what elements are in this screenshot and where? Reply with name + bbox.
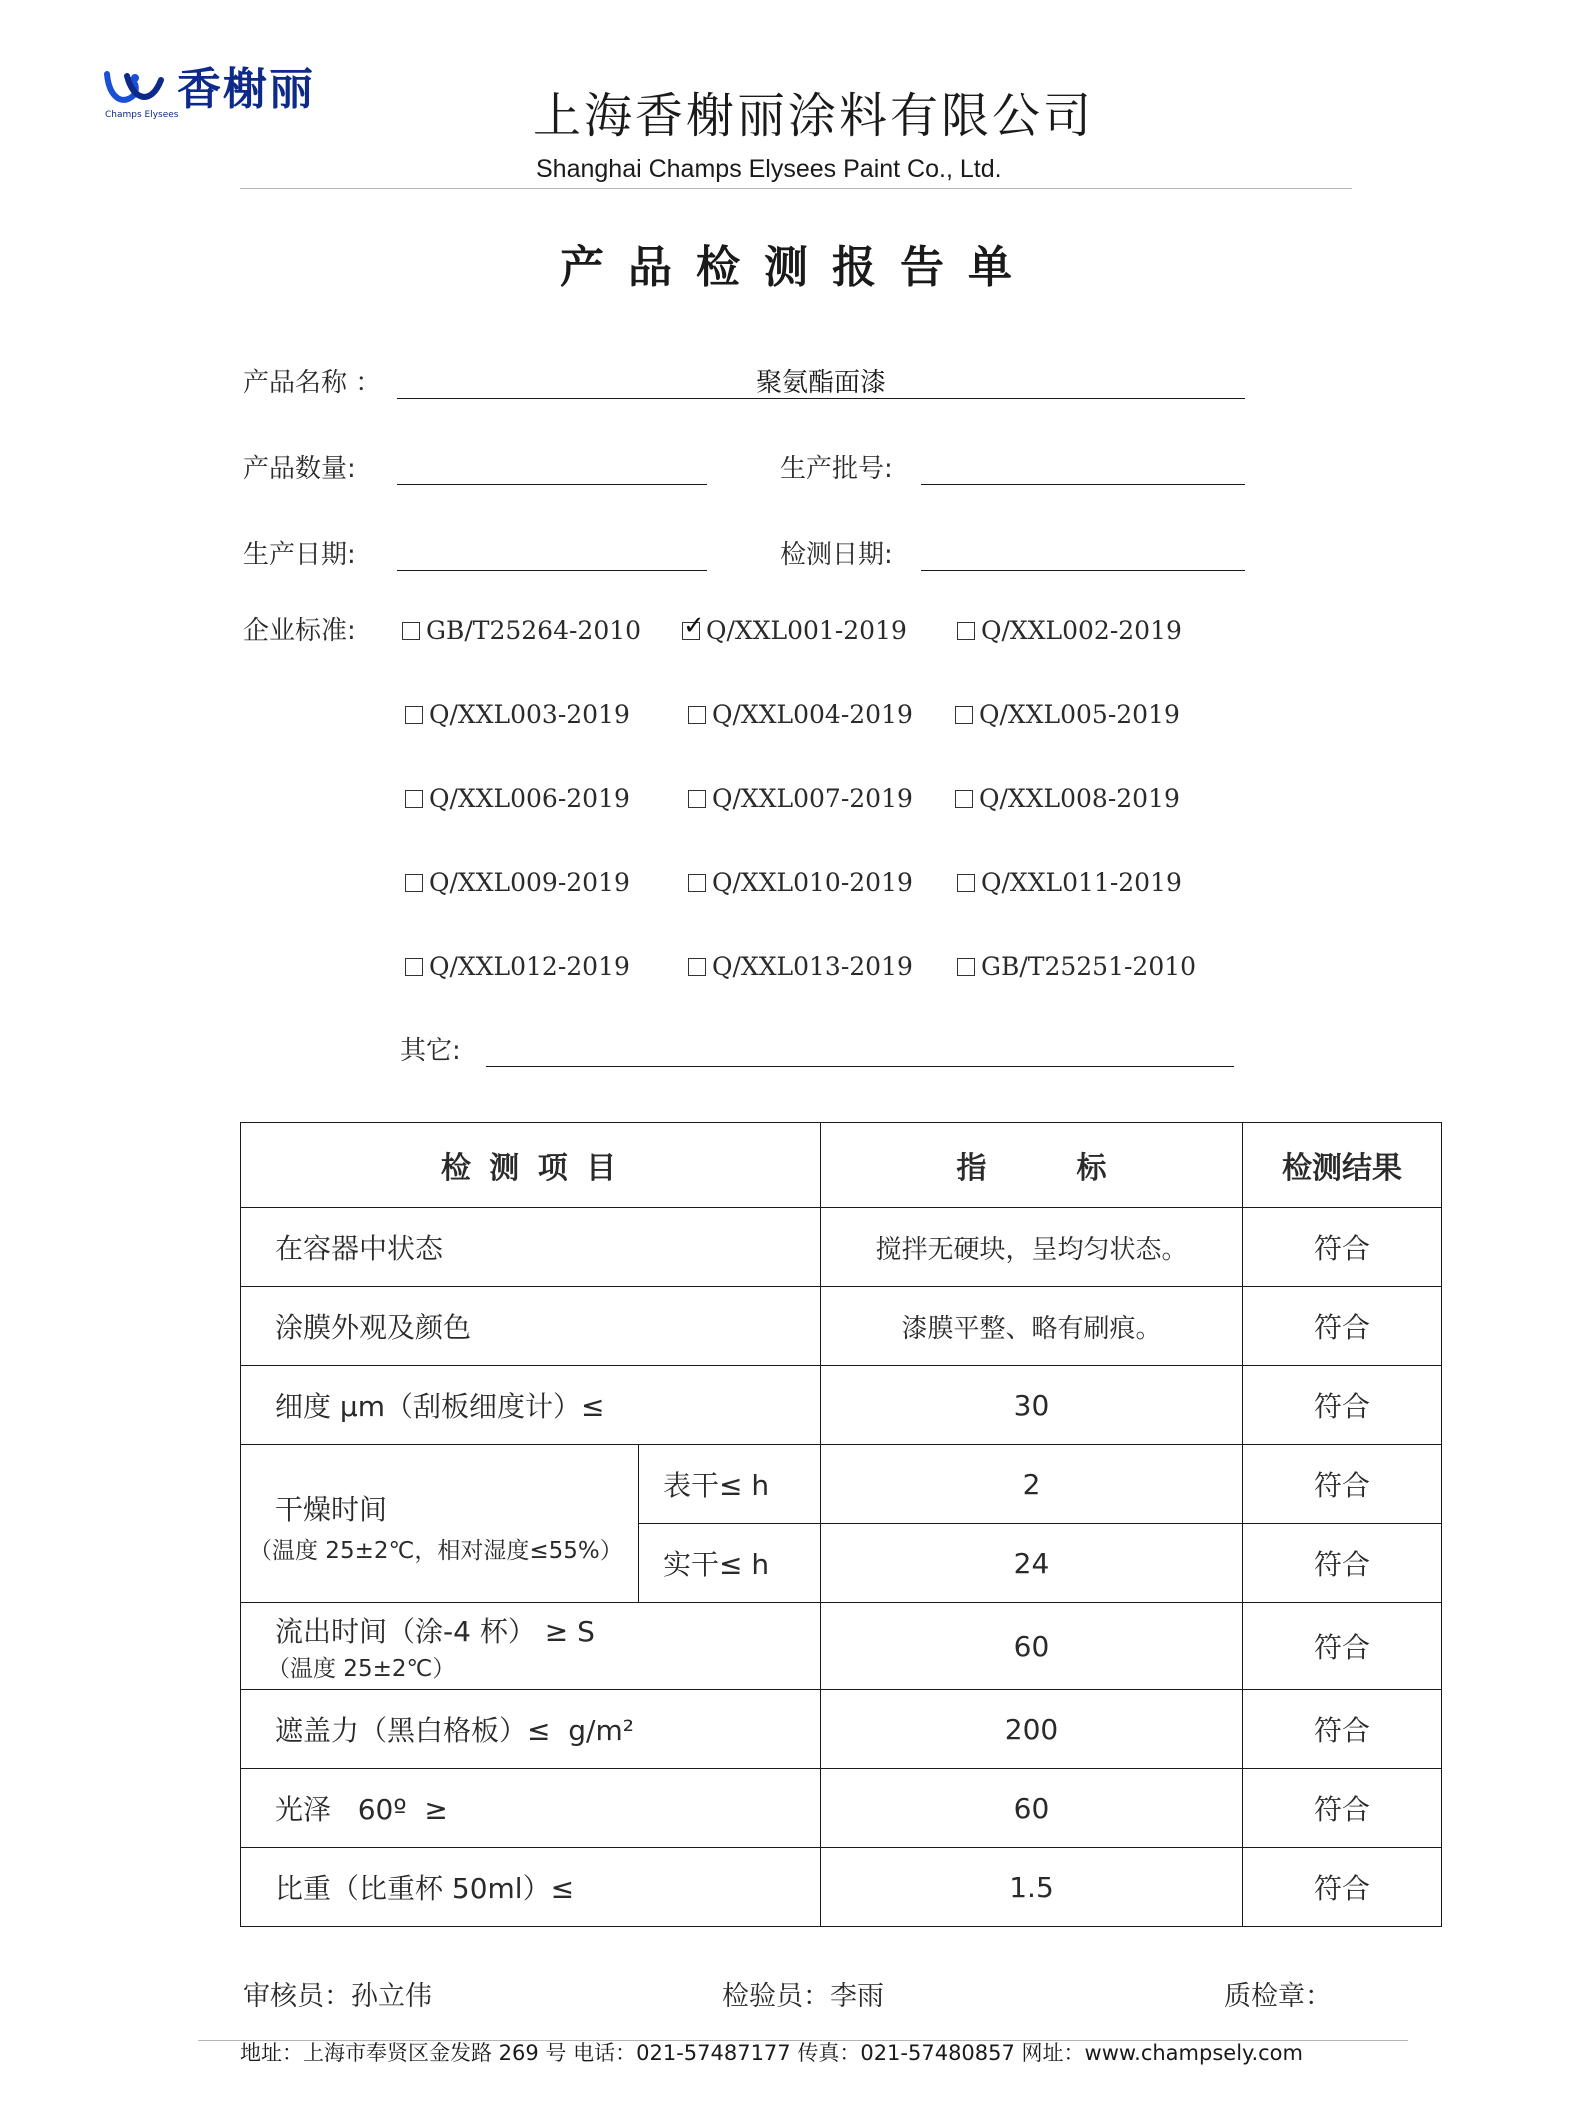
index-cell: 漆膜平整、略有刷痕。 [821,1287,1243,1366]
item-title: 流出时间（涂-4 杯） ≥ S [275,1614,595,1648]
result-cell: 符合 [1243,1366,1442,1445]
standard-option[interactable]: Q/XXL013-2019 [688,950,913,984]
item-cell: 遮盖力（黑白格板）≤ g/m² [241,1690,821,1769]
result-cell: 符合 [1243,1287,1442,1366]
standard-option[interactable]: Q/XXL008-2019 [955,782,1180,816]
result-cell: 符合 [1243,1445,1442,1524]
company-name-en: Shanghai Champs Elysees Paint Co., Ltd. [536,155,1002,183]
quality-seal: 质检章： [1224,1981,1332,2012]
table-row [241,1208,1442,1287]
product-name-label: 产品名称 ： [243,368,382,398]
reviewer-signature: 审核员：孙立伟 [243,1981,432,2012]
test-date-label: 检测日期: [780,540,893,570]
item-cell: 光泽 60º ≥ [241,1769,821,1848]
header-item: 检 测 项 目 [241,1123,821,1208]
checkbox-icon[interactable] [688,958,706,976]
item-title: 干燥时间 [275,1493,388,1526]
standard-option[interactable]: Q/XXL010-2019 [688,866,913,900]
table-row [241,1287,1442,1366]
checkbox-icon[interactable] [405,790,423,808]
checkbox-checked-icon[interactable] [682,622,700,640]
quantity-label: 产品数量: [243,454,356,484]
item-note: （温度 25±2℃，相对湿度≤55%） [249,1538,623,1564]
item-cell: 涂膜外观及颜色 [241,1287,821,1366]
quantity-underline [397,484,707,485]
header-divider [240,188,1352,189]
item-cell [241,1445,639,1603]
checkbox-icon[interactable] [957,958,975,976]
header-result: 检测结果 [1243,1123,1442,1208]
item-cell: 细度 μm（刮板细度计）≤ [241,1366,821,1445]
batch-label: 生产批号: [780,454,893,484]
product-name-field[interactable]: 聚氨酯面漆 [755,368,886,398]
table-row [241,1603,1442,1690]
checkbox-icon[interactable] [957,622,975,640]
logo-text-cn: 香榭丽 [177,64,315,115]
standard-option[interactable]: Q/XXL002-2019 [957,614,1182,648]
test-date-underline [921,570,1245,571]
result-cell: 符合 [1243,1524,1442,1603]
result-cell: 符合 [1243,1208,1442,1287]
table-row [241,1445,1442,1524]
result-cell: 符合 [1243,1848,1442,1927]
index-cell: 30 [821,1366,1243,1445]
checkbox-icon[interactable] [402,622,420,640]
inspector-signature: 检验员：李雨 [722,1981,884,2012]
header-index: 指 标 [821,1123,1243,1208]
item-cell: 比重（比重杯 50ml）≤ [241,1848,821,1927]
standard-option[interactable]: Q/XXL007-2019 [688,782,913,816]
table-row [241,1769,1442,1848]
index-cell: 1.5 [821,1848,1243,1927]
checkbox-icon[interactable] [688,790,706,808]
standard-option[interactable]: Q/XXL004-2019 [688,698,913,732]
index-cell: 搅拌无硬块，呈均匀状态。 [821,1208,1243,1287]
sub-item-cell: 实干≤ h [639,1524,821,1603]
checkbox-icon[interactable] [688,874,706,892]
checkbox-icon[interactable] [405,958,423,976]
standard-option[interactable]: Q/XXL009-2019 [405,866,630,900]
standard-option[interactable]: Q/XXL006-2019 [405,782,630,816]
production-date-underline [397,570,707,571]
index-cell: 2 [821,1445,1243,1524]
index-cell: 24 [821,1524,1243,1603]
result-cell: 符合 [1243,1690,1442,1769]
checkbox-icon[interactable] [688,706,706,724]
document-title: 产品检测报告单 [560,242,1036,293]
table-row [241,1690,1442,1769]
table-header-row [241,1123,1442,1208]
item-cell [241,1603,821,1690]
table-row [241,1366,1442,1445]
checkbox-icon[interactable] [955,706,973,724]
result-cell: 符合 [1243,1603,1442,1690]
index-cell: 60 [821,1603,1243,1690]
checkbox-icon[interactable] [405,706,423,724]
table-row [241,1848,1442,1927]
company-logo [103,66,363,126]
production-date-label: 生产日期: [243,540,356,570]
other-label: 其它: [400,1036,461,1066]
checkbox-icon[interactable] [405,874,423,892]
logo-text-en: Champs Elysees [105,110,179,120]
standard-option[interactable]: Q/XXL005-2019 [955,698,1180,732]
checkbox-icon[interactable] [955,790,973,808]
other-underline [486,1066,1234,1067]
item-note: （温度 25±2℃） [267,1655,456,1682]
batch-underline [921,484,1245,485]
standard-label: 企业标准: [243,616,356,646]
result-cell: 符合 [1243,1769,1442,1848]
standard-option[interactable]: GB/T25264-2010 [402,614,641,648]
standard-option[interactable]: Q/XXL003-2019 [405,698,630,732]
index-cell: 60 [821,1769,1243,1848]
checkbox-icon[interactable] [957,874,975,892]
item-cell: 在容器中状态 [241,1208,821,1287]
standard-option[interactable]: Q/XXL011-2019 [957,866,1182,900]
inspection-table [240,1122,1442,1927]
index-cell: 200 [821,1690,1243,1769]
standard-option[interactable]: Q/XXL012-2019 [405,950,630,984]
standard-option[interactable]: GB/T25251-2010 [957,950,1196,984]
sub-item-cell: 表干≤ h [639,1445,821,1524]
company-name-cn: 上海香榭丽涂料有限公司 [533,88,1095,144]
logo-mark-icon [103,66,167,112]
standard-option[interactable]: ✓ Q/XXL001-2019 [682,614,907,648]
footer-contact: 地址：上海市奉贤区金发路 269 号 电话：021-57487177 传真：021-57480857 网址：www.champsely.com [240,2041,1303,2065]
